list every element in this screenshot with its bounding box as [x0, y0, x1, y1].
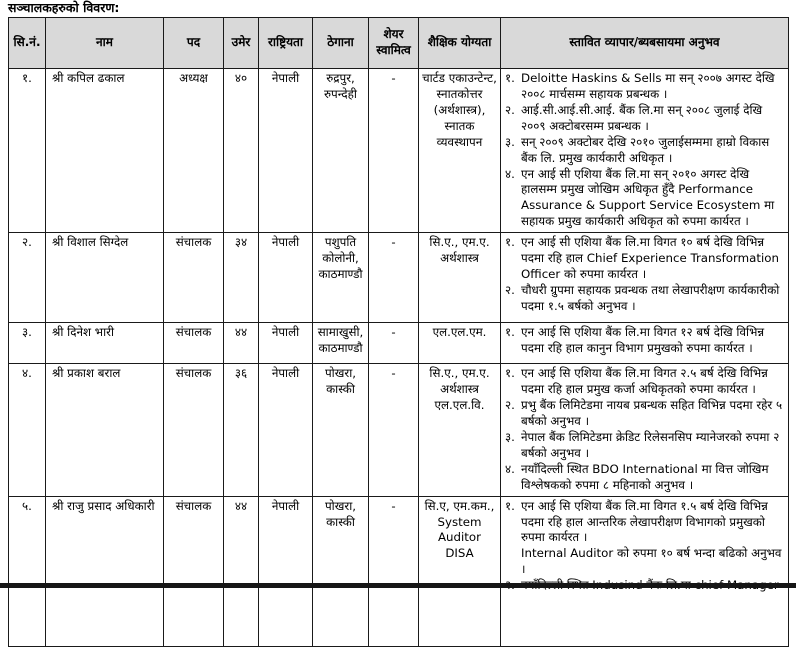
cell-share: - [369, 69, 419, 233]
cell-nationality: नेपाली [259, 323, 313, 364]
cell-address: पोखरा, कास्की [313, 496, 369, 646]
table-header-cell: नाम [46, 18, 164, 69]
cell-name: श्री दिनेश भारी [46, 323, 164, 364]
table-row [9, 233, 789, 323]
cell-nationality: नेपाली [259, 233, 313, 323]
cell-age: ४० [224, 69, 259, 233]
experience-item-text: आई.सी.आई.सी.आई. बैंक लि.मा सन् २००८ जुलाई देखि २००९ अक्टोबरसम्म प्रबन्धक । [521, 102, 763, 133]
cell-share: - [369, 496, 419, 646]
cell-position: संचालक [164, 233, 224, 323]
experience-item [505, 546, 784, 578]
experience-item [505, 103, 784, 135]
table-header-cell: स्तावित व्यापार/ब्यबसायमा अनुभव [501, 18, 789, 69]
table-header [9, 18, 789, 69]
table-row [9, 69, 789, 233]
page-bottom-edge [0, 583, 796, 588]
experience-item-text: एन आई सी एशिया बैंक लि.मा विगत १० बर्ष देखि विभिन्न पदमा रहि हाल Chief Experience Transformation Officer को रुपमा कार्यरत । [521, 235, 779, 282]
cell-sn: ३. [9, 323, 46, 364]
experience-item-marker: २. [505, 398, 515, 413]
experience-item-text: एन आई सि एशिया बैंक लि.मा विगत २.५ बर्ष देखि विभिन्न पदमा रहि हाल प्रमुख कर्जा अधिकृतको रुपमा कार्यरत । [521, 366, 768, 397]
header-row [9, 18, 789, 69]
table-header-cell: सि.नं. [9, 18, 46, 69]
experience-item-marker: १. [505, 235, 515, 250]
cell-qualification: सि.ए, एम.कम., System Auditor DISA [419, 496, 501, 646]
cell-share: - [369, 323, 419, 364]
experience-item-text: एन आई सी एशिया बैंक लि.मा सन् २०१० अगस्ट देखि हालसम्म प्रमुख जोखिम अधिकृत हुँदै Performance Assurance & Support Service Ecosystem मा सहायक प्रमुख कार्यकारी अधिकृत को रुपमा कार्यरत । [521, 166, 775, 229]
experience-item-marker [505, 546, 521, 578]
experience-item-text: प्रभु बैंक लिमिटेडमा नायब प्रबन्धक सहित विभिन्न पदमा रहेर ५ बर्षको अनुभव । [521, 398, 783, 428]
cell-experience [501, 69, 789, 233]
cell-name: श्री प्रकाश बराल [46, 364, 164, 496]
experience-item [505, 462, 784, 494]
cell-address: पशुपति कोलोनी, काठमाण्डौ [313, 233, 369, 323]
experience-item-marker: ४. [505, 461, 515, 476]
experience-item [505, 167, 784, 231]
cell-share: - [369, 233, 419, 323]
cell-nationality: नेपाली [259, 69, 313, 233]
experience-item-marker: २. [505, 102, 515, 117]
experience-item-marker: १. [505, 366, 515, 381]
cell-experience [501, 323, 789, 364]
cell-age: ३६ [224, 364, 259, 496]
experience-item-text: चौधरी ग्रुपमा सहायक प्रवन्धक तथा लेखापरीक्षण कार्यकारीको पदमा १.५ बर्षको अनुभव । [521, 282, 780, 313]
cell-address: सामाखुसी, काठमाण्डौ [313, 323, 369, 364]
table-header-cell: उमेर [224, 18, 259, 69]
experience-item [505, 135, 784, 167]
cell-sn: २. [9, 233, 46, 323]
experience-item-marker: १. [505, 71, 515, 85]
experience-item [505, 398, 784, 430]
experience-item [505, 499, 784, 547]
cell-age: ३४ [224, 233, 259, 323]
cell-sn: ५. [9, 496, 46, 646]
cell-age: ४४ [224, 323, 259, 364]
table-header-cell: ठेगाना [313, 18, 369, 69]
table-body [9, 69, 789, 647]
experience-item-text: सन् २००९ अक्टोबर देखि २०१० जुलाईसम्ममा हाम्रो विकास बैंक लि. प्रमुख कार्यकारी अधिकृत । [521, 134, 770, 165]
cell-position: संचालक [164, 364, 224, 496]
cell-experience [501, 364, 789, 496]
table-header-cell: शैक्षिक योग्यता [419, 18, 501, 69]
experience-item-marker: १. [505, 498, 515, 513]
cell-name: श्री कपिल ढकाल [46, 69, 164, 233]
experience-item-text: Deloitte Haskins & Sells मा सन् २००७ अगस्ट देखि २००८ मार्चसम्म सहायक प्रबन्धक । [521, 71, 775, 101]
table-header-cell: राष्ट्रियता [259, 18, 313, 69]
experience-item-text: एन आई सि एशिया बैंक लि.मा विगत १२ बर्ष देखि विभिन्न पदमा रहि हाल कानुन विभाग प्रमुखको रुपमा कार्यरत । [521, 325, 765, 356]
cell-name: श्री राजु प्रसाद अधिकारी [46, 496, 164, 646]
directors-table [8, 17, 789, 647]
cell-experience [501, 233, 789, 323]
cell-qualification: सि.ए., एम.ए. अर्थशास्त्र एल.एल.वि. [419, 364, 501, 496]
cell-qualification: एल.एल.एम. [419, 323, 501, 364]
cell-address: पोखरा, कास्की [313, 364, 369, 496]
cell-nationality: नेपाली [259, 364, 313, 496]
cell-position: संचालक [164, 323, 224, 364]
cell-age: ४४ [224, 496, 259, 646]
experience-item [505, 71, 784, 103]
experience-item-text: Internal Auditor को रुपमा १० बर्ष भन्दा बढिको अनुभव । [521, 546, 782, 577]
cell-sn: ४. [9, 364, 46, 496]
experience-item [505, 283, 784, 315]
experience-item [505, 325, 784, 357]
experience-item-marker: ४. [505, 166, 515, 181]
page-title: सञ्चालकहरुको विवरण: [8, 0, 120, 15]
experience-item-marker: ३. [505, 134, 515, 149]
experience-item-text: नयाँदिल्ली स्थित BDO International मा वित्त जोखिम विश्लेषकको रुपमा ८ महिनाको अनुभव । [521, 461, 769, 492]
cell-experience [501, 496, 789, 646]
cell-address: रुद्रपुर, रुपन्देही [313, 69, 369, 233]
experience-item [505, 430, 784, 462]
cell-nationality: नेपाली [259, 496, 313, 646]
experience-item-marker: ३. [505, 429, 515, 444]
cell-qualification: सि.ए., एम.ए. अर्थशास्त्र [419, 233, 501, 323]
table-header-cell: पद [164, 18, 224, 69]
experience-item-text: नेपाल बैंक लिमिटेडमा क्रेडिट रिलेसनसिप म्यानेजरको रुपमा २ बर्षको अनुभव । [521, 429, 780, 460]
cell-share: - [369, 364, 419, 496]
table-header-cell: शेयर स्वामित्व [369, 18, 419, 69]
cell-sn: १. [9, 69, 46, 233]
experience-item-text: एन आई सि एशिया बैंक लि.मा विगत १.५ बर्ष देखि विभिन्न पदमा रहि हाल आन्तरिक लेखापरीक्षण विभागको प्रमुखको रुपमा कार्यरत । [521, 498, 768, 545]
experience-item [505, 235, 784, 283]
cell-position: संचालक [164, 496, 224, 646]
cell-qualification: चार्टड एकाउन्टेन्ट, स्नातकोत्तर (अर्थशास्त्र), स्नातक व्यवस्थापन [419, 69, 501, 233]
experience-item-marker: २. [505, 282, 515, 297]
experience-item-marker: १. [505, 325, 515, 340]
table-row [9, 323, 789, 364]
table-row [9, 364, 789, 496]
cell-position: अध्यक्ष [164, 69, 224, 233]
cell-name: श्री विशाल सिग्देल [46, 233, 164, 323]
table-row [9, 496, 789, 646]
experience-item [505, 366, 784, 398]
